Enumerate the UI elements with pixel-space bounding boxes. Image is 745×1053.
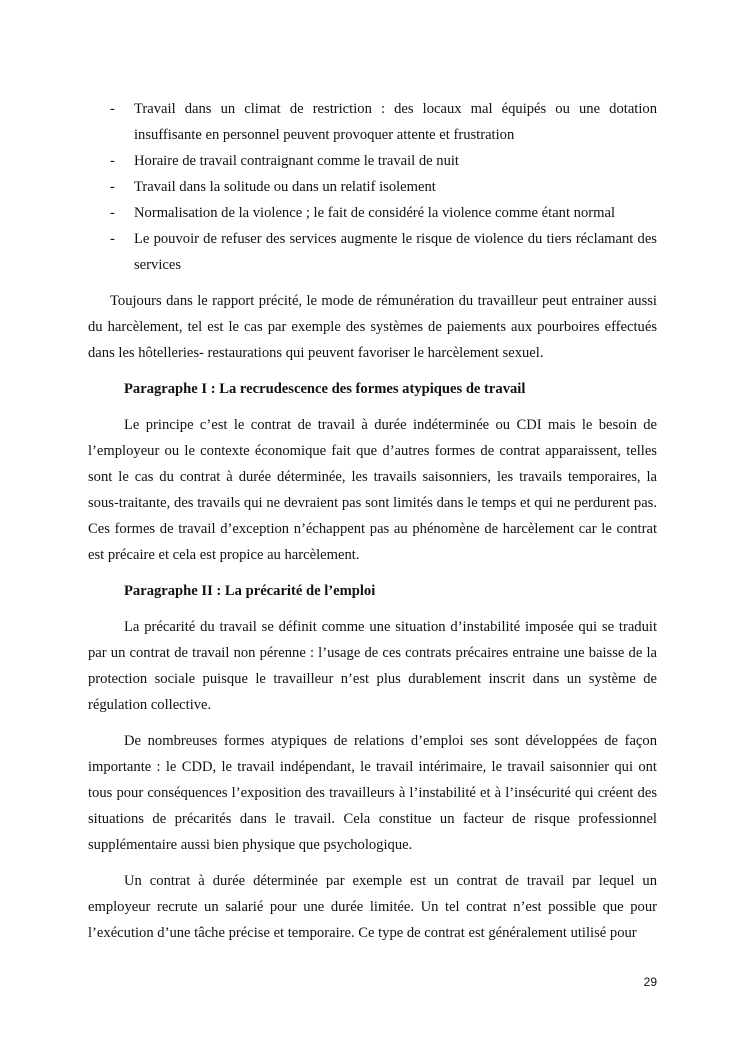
paragraph-relations-emploi: De nombreuses formes atypiques de relations d’emploi ses sont développées de façon importante : le CDD, le travail indépendant, le travail intérimaire, le travail saisonnier qui ont tous pour conséquences l’exposition des travailleurs à l’instabilité et à l’insécurité qui créent des situations de précarités dans le travail. Cela constitue un facteur de risque professionnel supplémentaire aussi bien physique que psychologique. (88, 733, 657, 853)
bullet-dash: - (110, 205, 115, 221)
list-item-text: Travail dans un climat de restriction : des locaux mal équipés ou une dotation insuffisante en personnel peuvent provoquer attente et frustration (134, 101, 657, 143)
section-heading-paragraphe-2: Paragraphe II : La précarité de l’emploi (124, 583, 376, 599)
paragraph-formes-atypiques: Le principe c’est le contrat de travail à durée indéterminée ou CDI mais le besoin de l’employeur ou le contexte économique fait que d’autres formes de contrat apparaissent, telles sont le cas du contrat à durée déterminée, les travails saisonniers, les travails temporaires, la sous-traitante, des travails qui ne devraient pas sont limités dans le temps et qui ne perdurent pas. Ces formes de travail d’exception n’échappent pas au phénomène de harcèlement car le contrat est précaire et cela est propice au harcèlement. (88, 417, 657, 563)
list-item (88, 96, 657, 148)
section-heading-paragraphe-1: Paragraphe I : La recrudescence des formes atypiques de travail (124, 381, 526, 397)
list-item-text: Travail dans la solitude ou dans un relatif isolement (134, 179, 436, 195)
page-number: 29 (643, 975, 657, 989)
list-item (88, 226, 657, 278)
paragraph-remuneration: Toujours dans le rapport précité, le mode de rémunération du travailleur peut entrainer aussi du harcèlement, tel est le cas par exemple des systèmes de paiements aux pourboires effectués dans les hôtelleries- restaurations qui peuvent favoriser le harcèlement sexuel. (88, 293, 657, 361)
bullet-list (88, 96, 657, 278)
bullet-dash: - (110, 231, 115, 247)
list-item-text: Horaire de travail contraignant comme le travail de nuit (134, 153, 459, 169)
list-item-text: Le pouvoir de refuser des services augmente le risque de violence du tiers réclamant des services (134, 231, 657, 273)
bullet-dash: - (110, 179, 115, 195)
paragraph-precarite-definition: La précarité du travail se définit comme une situation d’instabilité imposée qui se traduit par un contrat de travail non pérenne : l’usage de ces contrats précaires entraine une baisse de la protection sociale puisque le travailleur n’est plus durablement inscrit dans un système de régulation collective. (88, 619, 657, 713)
list-item (88, 174, 657, 200)
list-item (88, 200, 657, 226)
list-item (88, 148, 657, 174)
page-content (88, 96, 657, 946)
paragraph-cdd: Un contrat à durée déterminée par exemple est un contrat de travail par lequel un employeur recrute un salarié pour une durée limitée. Un tel contrat n’est possible que pour l’exécution d’une tâche précise et temporaire. Ce type de contrat est généralement utilisé pour (88, 873, 657, 941)
bullet-dash: - (110, 101, 115, 117)
bullet-dash: - (110, 153, 115, 169)
list-item-text: Normalisation de la violence ; le fait de considéré la violence comme étant normal (134, 205, 616, 221)
